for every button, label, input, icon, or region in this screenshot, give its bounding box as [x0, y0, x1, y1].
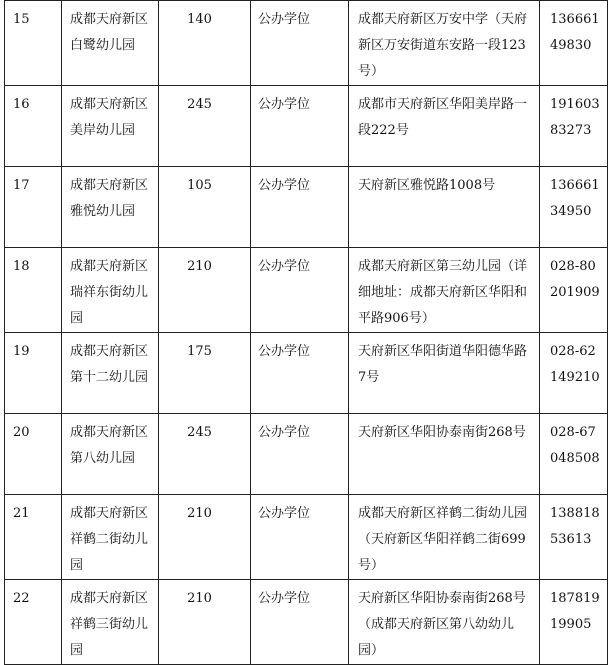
seat-type: 公办学位 [251, 248, 349, 333]
kindergarten-table [4, 0, 608, 665]
phone: 028-80201909 [540, 248, 608, 333]
row-number: 16 [5, 86, 62, 167]
seat-count: 245 [159, 86, 251, 167]
address: 成都天府新区祥鹤二街幼儿园（天府新区华阳祥鹤二街699号） [349, 495, 540, 580]
phone: 13881853613 [540, 495, 608, 580]
phone: 13666149830 [540, 1, 608, 86]
table-row [5, 167, 608, 248]
kindergarten-name: 成都天府新区雅悦幼儿园 [62, 167, 159, 248]
row-number: 18 [5, 248, 62, 333]
phone: 028-67048508 [540, 414, 608, 495]
phone: 028-62149210 [540, 333, 608, 414]
seat-count: 245 [159, 414, 251, 495]
address: 天府新区雅悦路1008号 [349, 167, 540, 248]
row-number: 19 [5, 333, 62, 414]
row-number: 20 [5, 414, 62, 495]
address: 成都市天府新区华阳美岸路一段222号 [349, 86, 540, 167]
kindergarten-name: 成都天府新区祥鹤二街幼儿园 [62, 495, 159, 580]
phone: 13666134950 [540, 167, 608, 248]
seat-type: 公办学位 [251, 1, 349, 86]
address: 成都天府新区第三幼儿园（详细地址：成都天府新区华阳和平路906号） [349, 248, 540, 333]
table-row [5, 1, 608, 86]
kindergarten-name: 成都天府新区第十二幼儿园 [62, 333, 159, 414]
table-row [5, 333, 608, 414]
row-number: 15 [5, 1, 62, 86]
seat-count: 140 [159, 1, 251, 86]
address: 成都天府新区万安中学（天府新区万安街道东安路一段123号） [349, 1, 540, 86]
kindergarten-name: 成都天府新区白鹭幼儿园 [62, 1, 159, 86]
row-number: 21 [5, 495, 62, 580]
address: 天府新区华阳街道华阳德华路7号 [349, 333, 540, 414]
seat-type: 公办学位 [251, 414, 349, 495]
table-row [5, 248, 608, 333]
seat-count: 210 [159, 248, 251, 333]
phone: 19160383273 [540, 86, 608, 167]
seat-count: 105 [159, 167, 251, 248]
seat-type: 公办学位 [251, 580, 349, 665]
row-number: 22 [5, 580, 62, 665]
kindergarten-name: 成都天府新区第八幼儿园 [62, 414, 159, 495]
seat-type: 公办学位 [251, 167, 349, 248]
seat-count: 175 [159, 333, 251, 414]
table-row [5, 414, 608, 495]
seat-type: 公办学位 [251, 495, 349, 580]
row-number: 17 [5, 167, 62, 248]
seat-count: 210 [159, 580, 251, 665]
kindergarten-name: 成都天府新区美岸幼儿园 [62, 86, 159, 167]
table-row [5, 495, 608, 580]
kindergarten-name: 成都天府新区瑞祥东街幼儿园 [62, 248, 159, 333]
kindergarten-name: 成都天府新区祥鹤三街幼儿园 [62, 580, 159, 665]
table-row [5, 580, 608, 665]
seat-count: 210 [159, 495, 251, 580]
table-row [5, 86, 608, 167]
seat-type: 公办学位 [251, 86, 349, 167]
address: 天府新区华阳协泰南街268号 [349, 414, 540, 495]
address: 天府新区华阳协泰南街268号（成都天府新区第八幼幼儿园） [349, 580, 540, 665]
seat-type: 公办学位 [251, 333, 349, 414]
phone: 18781919905 [540, 580, 608, 665]
